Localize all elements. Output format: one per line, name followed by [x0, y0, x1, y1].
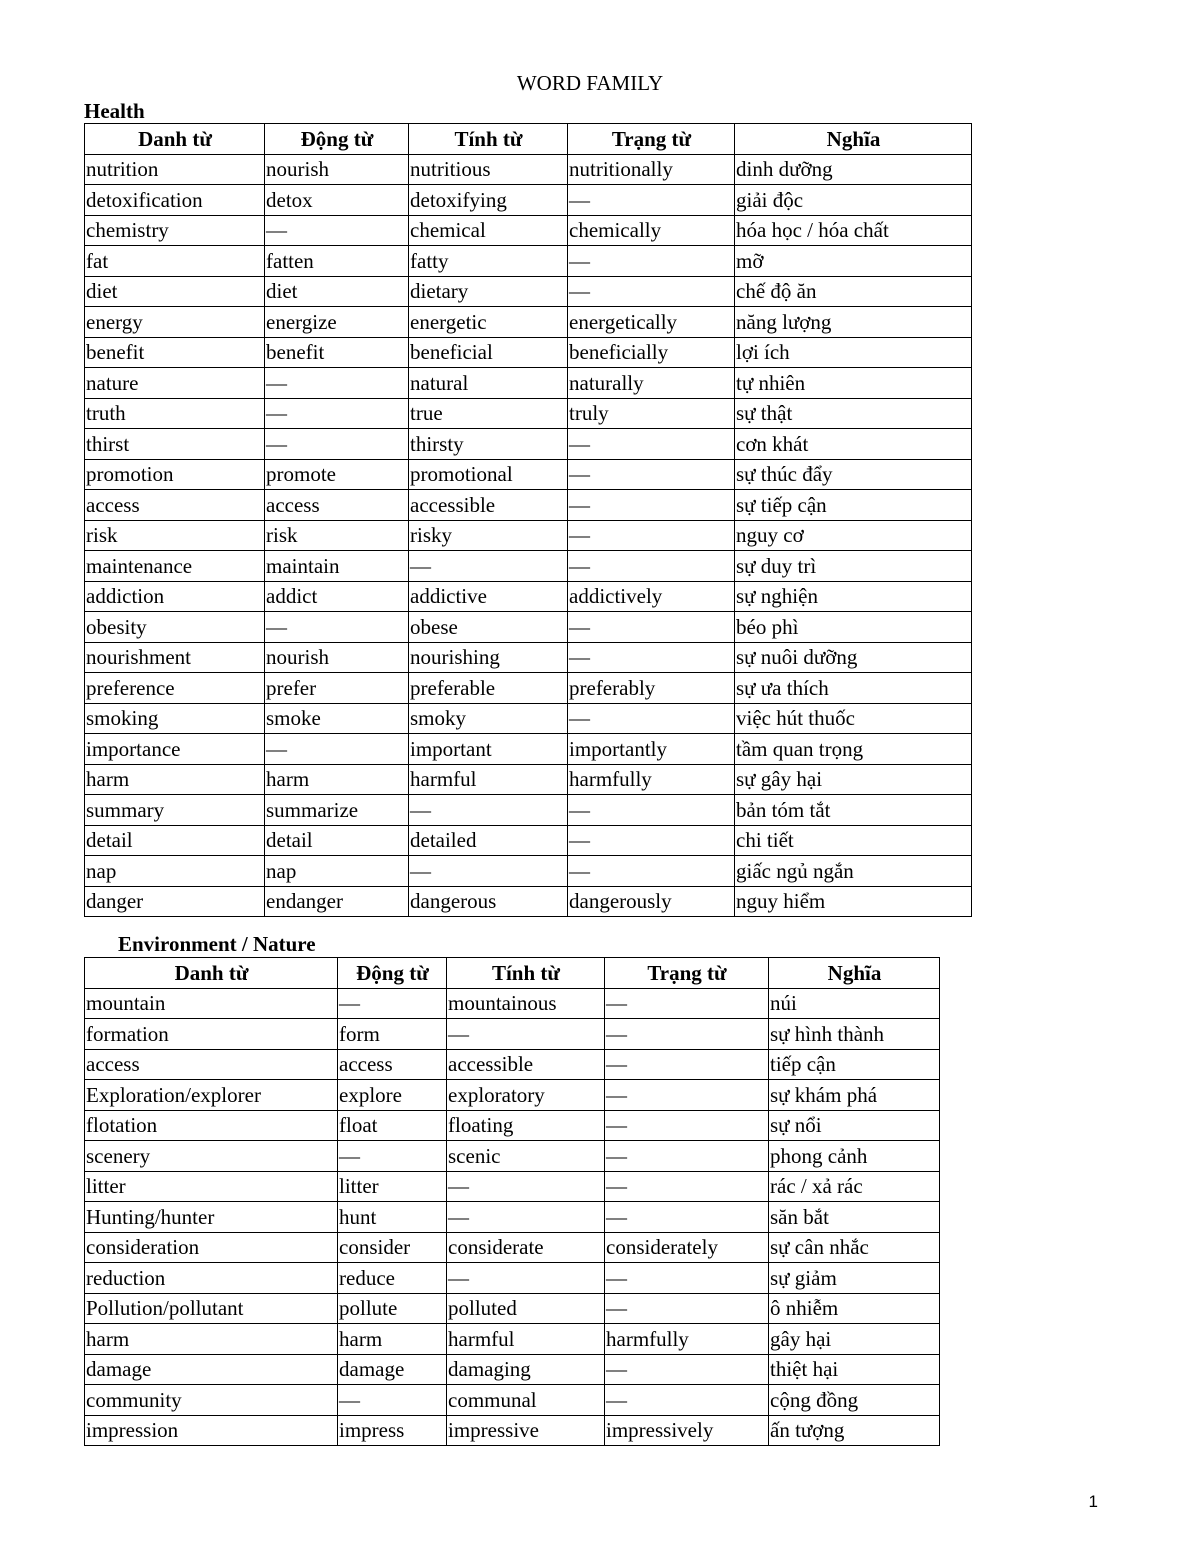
cell-verb: —: [265, 398, 409, 429]
cell-adverb: —: [605, 988, 769, 1019]
cell-meaning: năng lượng: [735, 307, 972, 338]
cell-noun: Exploration/explorer: [85, 1080, 338, 1111]
cell-adverb: impressively: [605, 1415, 769, 1446]
cell-adverb: chemically: [568, 215, 735, 246]
table-row: [85, 988, 940, 1019]
table-row: [85, 764, 972, 795]
table-header-row: [85, 958, 940, 989]
cell-noun: litter: [85, 1171, 338, 1202]
cell-noun: nap: [85, 856, 265, 887]
cell-adjective: —: [447, 1019, 605, 1050]
table-row: [85, 154, 972, 185]
cell-adverb: nutritionally: [568, 154, 735, 185]
page-number: 1: [1088, 1492, 1098, 1511]
cell-verb: —: [265, 429, 409, 460]
cell-meaning: sự nghiện: [735, 581, 972, 612]
cell-adjective: promotional: [409, 459, 568, 490]
table-row: [85, 673, 972, 704]
cell-meaning: việc hút thuốc: [735, 703, 972, 734]
cell-noun: detail: [85, 825, 265, 856]
cell-adverb: —: [568, 642, 735, 673]
column-header-adjective: Tính từ: [447, 958, 605, 989]
cell-adjective: natural: [409, 368, 568, 399]
cell-adjective: energetic: [409, 307, 568, 338]
table-row: [85, 1019, 940, 1050]
cell-noun: nature: [85, 368, 265, 399]
cell-verb: explore: [338, 1080, 447, 1111]
column-header-noun: Danh từ: [85, 124, 265, 155]
cell-meaning: sự hình thành: [769, 1019, 940, 1050]
cell-adjective: smoky: [409, 703, 568, 734]
cell-verb: —: [265, 734, 409, 765]
cell-meaning: núi: [769, 988, 940, 1019]
cell-noun: obesity: [85, 612, 265, 643]
table-row: [85, 1354, 940, 1385]
cell-adverb: —: [605, 1202, 769, 1233]
table-header-row: [85, 124, 972, 155]
cell-noun: Hunting/hunter: [85, 1202, 338, 1233]
cell-adverb: —: [568, 825, 735, 856]
page-title: WORD FAMILY: [516, 71, 664, 95]
table-row: [85, 1171, 940, 1202]
table-row: [85, 856, 972, 887]
cell-adjective: addictive: [409, 581, 568, 612]
cell-adjective: accessible: [409, 490, 568, 521]
cell-meaning: sự tiếp cận: [735, 490, 972, 521]
table-row: [85, 581, 972, 612]
table-row: [85, 429, 972, 460]
column-header-adverb: Trạng từ: [568, 124, 735, 155]
cell-noun: summary: [85, 795, 265, 826]
cell-verb: detox: [265, 185, 409, 216]
cell-adverb: —: [605, 1354, 769, 1385]
cell-noun: harm: [85, 764, 265, 795]
cell-adverb: energetically: [568, 307, 735, 338]
cell-meaning: ô nhiễm: [769, 1293, 940, 1324]
table-row: [85, 1293, 940, 1324]
cell-adverb: —: [568, 520, 735, 551]
table-row: [85, 185, 972, 216]
table-row: [85, 459, 972, 490]
cell-verb: float: [338, 1110, 447, 1141]
cell-adverb: truly: [568, 398, 735, 429]
cell-meaning: giấc ngủ ngắn: [735, 856, 972, 887]
table-row: [85, 368, 972, 399]
section-heading-health: Health: [84, 99, 145, 123]
cell-adjective: risky: [409, 520, 568, 551]
table-row: [85, 398, 972, 429]
cell-meaning: giải độc: [735, 185, 972, 216]
cell-verb: harm: [338, 1324, 447, 1355]
cell-noun: flotation: [85, 1110, 338, 1141]
cell-meaning: tầm quan trọng: [735, 734, 972, 765]
cell-adjective: harmful: [409, 764, 568, 795]
cell-meaning: cơn khát: [735, 429, 972, 460]
cell-adjective: important: [409, 734, 568, 765]
cell-adjective: accessible: [447, 1049, 605, 1080]
cell-noun: reduction: [85, 1263, 338, 1294]
table-row: [85, 1202, 940, 1233]
health-word-family-table: [84, 123, 972, 917]
table-row: [85, 276, 972, 307]
table-row: [85, 520, 972, 551]
table-row: [85, 1385, 940, 1416]
cell-noun: damage: [85, 1354, 338, 1385]
cell-noun: impression: [85, 1415, 338, 1446]
column-header-adjective: Tính từ: [409, 124, 568, 155]
column-header-noun: Danh từ: [85, 958, 338, 989]
cell-verb: maintain: [265, 551, 409, 582]
cell-adjective: considerate: [447, 1232, 605, 1263]
cell-noun: maintenance: [85, 551, 265, 582]
table-row: [85, 886, 972, 917]
cell-meaning: nguy cơ: [735, 520, 972, 551]
cell-meaning: thiệt hại: [769, 1354, 940, 1385]
cell-verb: nourish: [265, 154, 409, 185]
cell-adverb: —: [568, 429, 735, 460]
cell-meaning: chế độ ăn: [735, 276, 972, 307]
cell-noun: benefit: [85, 337, 265, 368]
cell-adverb: —: [605, 1293, 769, 1324]
cell-verb: nap: [265, 856, 409, 887]
cell-meaning: sự giảm: [769, 1263, 940, 1294]
cell-verb: impress: [338, 1415, 447, 1446]
cell-verb: access: [338, 1049, 447, 1080]
cell-adjective: —: [447, 1263, 605, 1294]
cell-adverb: —: [568, 612, 735, 643]
cell-adverb: importantly: [568, 734, 735, 765]
cell-adverb: —: [568, 185, 735, 216]
cell-noun: thirst: [85, 429, 265, 460]
table-row: [85, 1415, 940, 1446]
cell-adverb: —: [605, 1110, 769, 1141]
cell-adjective: harmful: [447, 1324, 605, 1355]
cell-verb: risk: [265, 520, 409, 551]
cell-noun: preference: [85, 673, 265, 704]
cell-adjective: —: [409, 795, 568, 826]
cell-noun: consideration: [85, 1232, 338, 1263]
cell-adjective: nourishing: [409, 642, 568, 673]
cell-adverb: harmfully: [605, 1324, 769, 1355]
cell-verb: litter: [338, 1171, 447, 1202]
cell-verb: consider: [338, 1232, 447, 1263]
table-row: [85, 703, 972, 734]
cell-noun: risk: [85, 520, 265, 551]
cell-adjective: —: [447, 1202, 605, 1233]
cell-meaning: nguy hiểm: [735, 886, 972, 917]
cell-verb: benefit: [265, 337, 409, 368]
cell-meaning: mỡ: [735, 246, 972, 277]
cell-adjective: dietary: [409, 276, 568, 307]
cell-meaning: ấn tượng: [769, 1415, 940, 1446]
cell-noun: access: [85, 490, 265, 521]
table-row: [85, 307, 972, 338]
cell-noun: mountain: [85, 988, 338, 1019]
table-row: [85, 825, 972, 856]
cell-meaning: béo phì: [735, 612, 972, 643]
table-row: [85, 1232, 940, 1263]
table-row: [85, 612, 972, 643]
cell-noun: nutrition: [85, 154, 265, 185]
cell-adjective: chemical: [409, 215, 568, 246]
cell-verb: reduce: [338, 1263, 447, 1294]
cell-adjective: true: [409, 398, 568, 429]
cell-meaning: sự nổi: [769, 1110, 940, 1141]
section-heading-environment: Environment / Nature: [118, 932, 316, 956]
cell-adverb: harmfully: [568, 764, 735, 795]
table-row: [85, 1141, 940, 1172]
cell-adverb: preferably: [568, 673, 735, 704]
cell-adjective: floating: [447, 1110, 605, 1141]
cell-meaning: phong cảnh: [769, 1141, 940, 1172]
table-row: [85, 551, 972, 582]
cell-adverb: —: [568, 246, 735, 277]
cell-adjective: damaging: [447, 1354, 605, 1385]
table-row: [85, 1080, 940, 1111]
cell-verb: pollute: [338, 1293, 447, 1324]
cell-noun: detoxification: [85, 185, 265, 216]
cell-adverb: —: [568, 276, 735, 307]
cell-meaning: sự gây hại: [735, 764, 972, 795]
cell-adverb: —: [605, 1049, 769, 1080]
cell-verb: smoke: [265, 703, 409, 734]
cell-verb: form: [338, 1019, 447, 1050]
table-row: [85, 246, 972, 277]
cell-noun: Pollution/pollutant: [85, 1293, 338, 1324]
cell-meaning: sự duy trì: [735, 551, 972, 582]
cell-meaning: sự khám phá: [769, 1080, 940, 1111]
cell-adjective: dangerous: [409, 886, 568, 917]
cell-noun: truth: [85, 398, 265, 429]
cell-meaning: cộng đồng: [769, 1385, 940, 1416]
cell-meaning: bản tóm tắt: [735, 795, 972, 826]
cell-adjective: nutritious: [409, 154, 568, 185]
cell-verb: —: [338, 1141, 447, 1172]
cell-meaning: chi tiết: [735, 825, 972, 856]
cell-adverb: —: [605, 1171, 769, 1202]
cell-noun: importance: [85, 734, 265, 765]
cell-verb: damage: [338, 1354, 447, 1385]
cell-adverb: —: [605, 1080, 769, 1111]
cell-verb: diet: [265, 276, 409, 307]
cell-verb: —: [265, 215, 409, 246]
cell-adjective: impressive: [447, 1415, 605, 1446]
cell-adjective: obese: [409, 612, 568, 643]
cell-verb: addict: [265, 581, 409, 612]
cell-adjective: communal: [447, 1385, 605, 1416]
table-row: [85, 734, 972, 765]
column-header-meaning: Nghĩa: [769, 958, 940, 989]
table-row: [85, 215, 972, 246]
cell-adjective: fatty: [409, 246, 568, 277]
cell-verb: fatten: [265, 246, 409, 277]
table-row: [85, 795, 972, 826]
cell-noun: diet: [85, 276, 265, 307]
cell-noun: promotion: [85, 459, 265, 490]
cell-meaning: rác / xả rác: [769, 1171, 940, 1202]
cell-noun: danger: [85, 886, 265, 917]
cell-adverb: addictively: [568, 581, 735, 612]
cell-adverb: —: [605, 1141, 769, 1172]
cell-verb: —: [265, 368, 409, 399]
cell-meaning: lợi ích: [735, 337, 972, 368]
cell-verb: access: [265, 490, 409, 521]
cell-adjective: —: [409, 856, 568, 887]
cell-meaning: săn bắt: [769, 1202, 940, 1233]
cell-meaning: dinh dưỡng: [735, 154, 972, 185]
table-row: [85, 337, 972, 368]
cell-noun: formation: [85, 1019, 338, 1050]
cell-noun: scenery: [85, 1141, 338, 1172]
column-header-meaning: Nghĩa: [735, 124, 972, 155]
table-row: [85, 1049, 940, 1080]
cell-noun: smoking: [85, 703, 265, 734]
cell-adjective: —: [447, 1171, 605, 1202]
cell-meaning: sự ưa thích: [735, 673, 972, 704]
table-row: [85, 642, 972, 673]
cell-meaning: gây hại: [769, 1324, 940, 1355]
cell-meaning: sự thúc đẩy: [735, 459, 972, 490]
table-row: [85, 1263, 940, 1294]
cell-adverb: —: [605, 1019, 769, 1050]
cell-adverb: —: [568, 490, 735, 521]
cell-noun: harm: [85, 1324, 338, 1355]
cell-adverb: naturally: [568, 368, 735, 399]
cell-verb: endanger: [265, 886, 409, 917]
cell-adverb: dangerously: [568, 886, 735, 917]
cell-verb: promote: [265, 459, 409, 490]
cell-adverb: —: [568, 459, 735, 490]
cell-noun: access: [85, 1049, 338, 1080]
cell-adverb: —: [605, 1385, 769, 1416]
cell-verb: detail: [265, 825, 409, 856]
cell-noun: energy: [85, 307, 265, 338]
cell-verb: —: [265, 612, 409, 643]
cell-adjective: scenic: [447, 1141, 605, 1172]
cell-adverb: —: [605, 1263, 769, 1294]
cell-verb: harm: [265, 764, 409, 795]
cell-meaning: sự thật: [735, 398, 972, 429]
cell-adjective: —: [409, 551, 568, 582]
column-header-verb: Động từ: [265, 124, 409, 155]
column-header-adverb: Trạng từ: [605, 958, 769, 989]
cell-noun: fat: [85, 246, 265, 277]
cell-noun: chemistry: [85, 215, 265, 246]
table-row: [85, 1110, 940, 1141]
cell-adjective: preferable: [409, 673, 568, 704]
cell-adjective: exploratory: [447, 1080, 605, 1111]
cell-adjective: detailed: [409, 825, 568, 856]
cell-meaning: hóa học / hóa chất: [735, 215, 972, 246]
cell-verb: —: [338, 988, 447, 1019]
cell-adjective: mountainous: [447, 988, 605, 1019]
table-row: [85, 490, 972, 521]
cell-adjective: beneficial: [409, 337, 568, 368]
cell-adverb: beneficially: [568, 337, 735, 368]
cell-meaning: sự nuôi dưỡng: [735, 642, 972, 673]
table-row: [85, 1324, 940, 1355]
cell-meaning: tự nhiên: [735, 368, 972, 399]
cell-verb: nourish: [265, 642, 409, 673]
cell-noun: community: [85, 1385, 338, 1416]
environment-word-family-table: [84, 957, 940, 1446]
cell-meaning: sự cân nhắc: [769, 1232, 940, 1263]
column-header-verb: Động từ: [338, 958, 447, 989]
cell-adverb: —: [568, 856, 735, 887]
cell-noun: nourishment: [85, 642, 265, 673]
cell-adverb: —: [568, 703, 735, 734]
cell-verb: energize: [265, 307, 409, 338]
cell-adverb: —: [568, 795, 735, 826]
cell-verb: —: [338, 1385, 447, 1416]
cell-adverb: considerately: [605, 1232, 769, 1263]
cell-adverb: —: [568, 551, 735, 582]
cell-noun: addiction: [85, 581, 265, 612]
cell-adjective: polluted: [447, 1293, 605, 1324]
cell-adjective: detoxifying: [409, 185, 568, 216]
cell-verb: summarize: [265, 795, 409, 826]
cell-verb: hunt: [338, 1202, 447, 1233]
cell-verb: prefer: [265, 673, 409, 704]
cell-meaning: tiếp cận: [769, 1049, 940, 1080]
cell-adjective: thirsty: [409, 429, 568, 460]
